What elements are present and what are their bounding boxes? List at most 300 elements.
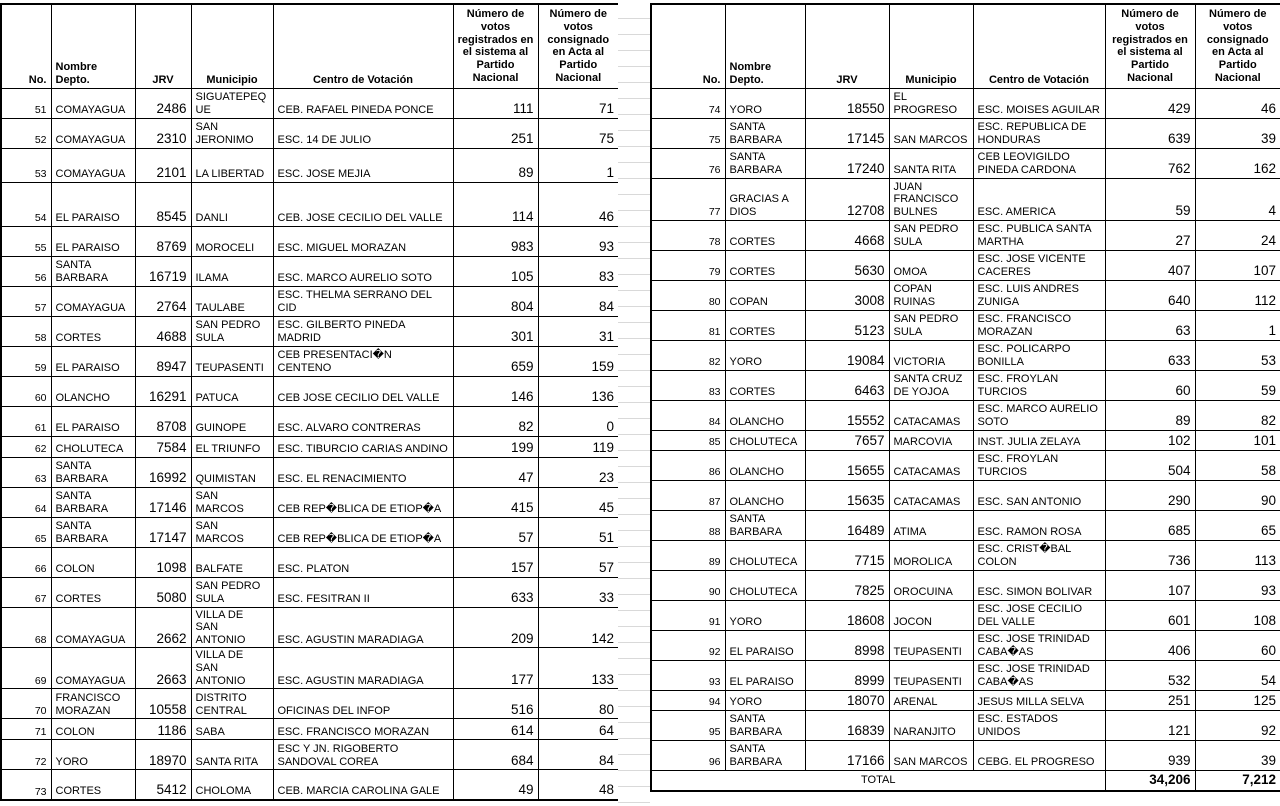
cell-jrv: 17145 — [805, 118, 889, 148]
cell-centro-votacion: ESC. MIGUEL MORAZAN — [273, 226, 453, 256]
cell-departamento: EL PARAISO — [51, 182, 135, 226]
cell-no: 93 — [651, 660, 725, 690]
column-header-jrv: JRV — [805, 4, 889, 88]
cell-municipio: VILLA DE SAN ANTONIO — [191, 648, 273, 689]
table-row — [651, 118, 1280, 148]
cell-votos-registrados: 60 — [1105, 370, 1195, 400]
cell-departamento: YORO — [725, 340, 805, 370]
total-label: TOTAL — [651, 770, 1105, 791]
table-row — [651, 740, 1280, 770]
cell-no: 72 — [1, 740, 51, 770]
cell-votos-registrados: 47 — [453, 457, 538, 487]
cell-votos-registrados: 633 — [1105, 340, 1195, 370]
cell-departamento: SANTA BARBARA — [51, 517, 135, 547]
cell-votos-registrados: 301 — [453, 316, 538, 346]
cell-no: 94 — [651, 690, 725, 710]
cell-municipio: SAN MARCOS — [889, 740, 973, 770]
cell-jrv: 2486 — [135, 88, 191, 118]
column-header-votos-registrados: Número de votos registrados en el sistema al Partido Nacional — [1105, 4, 1195, 88]
table-row — [651, 400, 1280, 430]
cell-municipio: CATACAMAS — [889, 450, 973, 480]
cell-votos-registrados: 983 — [453, 226, 538, 256]
cell-departamento: COMAYAGUA — [51, 88, 135, 118]
cell-no: 59 — [1, 346, 51, 376]
cell-centro-votacion: CEB JOSE CECILIO DEL VALLE — [273, 376, 453, 406]
cell-jrv: 10558 — [135, 689, 191, 719]
cell-votos-acta: 53 — [1195, 340, 1280, 370]
table-row — [651, 570, 1280, 600]
table-row — [1, 376, 619, 406]
cell-votos-acta: 142 — [538, 607, 619, 648]
cell-municipio: SABA — [191, 719, 273, 740]
cell-jrv: 4688 — [135, 316, 191, 346]
cell-municipio: SAN MARCOS — [191, 487, 273, 517]
cell-no: 69 — [1, 648, 51, 689]
cell-departamento: COLON — [51, 719, 135, 740]
total-votos-acta: 7,212 — [1195, 770, 1280, 791]
table-row — [1, 689, 619, 719]
cell-centro-votacion: ESC. FRANCISCO MORAZAN — [973, 310, 1105, 340]
cell-departamento: CHOLUTECA — [725, 540, 805, 570]
cell-municipio: VICTORIA — [889, 340, 973, 370]
cell-centro-votacion: JESUS MILLA SELVA — [973, 690, 1105, 710]
cell-municipio: DANLI — [191, 182, 273, 226]
cell-jrv: 5080 — [135, 577, 191, 607]
cell-jrv: 2663 — [135, 648, 191, 689]
cell-no: 67 — [1, 577, 51, 607]
cell-centro-votacion: ESC. SIMON BOLIVAR — [973, 570, 1105, 600]
cell-jrv: 8998 — [805, 630, 889, 660]
cell-votos-registrados: 89 — [1105, 400, 1195, 430]
cell-votos-registrados: 685 — [1105, 510, 1195, 540]
cell-votos-acta: 159 — [538, 346, 619, 376]
cell-votos-acta: 57 — [538, 547, 619, 577]
cell-centro-votacion: ESC. RAMON ROSA — [973, 510, 1105, 540]
cell-municipio: VILLA DE SAN ANTONIO — [191, 607, 273, 648]
cell-municipio: QUIMISTAN — [191, 457, 273, 487]
cell-centro-votacion: INST. JULIA ZELAYA — [973, 430, 1105, 450]
cell-votos-registrados: 762 — [1105, 148, 1195, 178]
left-table-header — [1, 4, 619, 88]
cell-departamento: SANTA BARBARA — [725, 510, 805, 540]
table-row — [651, 600, 1280, 630]
cell-votos-registrados: 684 — [453, 740, 538, 770]
cell-votos-acta: 0 — [538, 406, 619, 436]
cell-municipio: DISTRITO CENTRAL — [191, 689, 273, 719]
column-header-no: No. — [1, 4, 51, 88]
cell-no: 95 — [651, 710, 725, 740]
table-row — [651, 280, 1280, 310]
cell-municipio: TEUPASENTI — [889, 660, 973, 690]
cell-centro-votacion: ESC. REPUBLICA DE HONDURAS — [973, 118, 1105, 148]
cell-departamento: CORTES — [725, 310, 805, 340]
table-row — [1, 182, 619, 226]
cell-no: 54 — [1, 182, 51, 226]
cell-votos-acta: 84 — [538, 286, 619, 316]
cell-jrv: 16291 — [135, 376, 191, 406]
cell-centro-votacion: ESC. 14 DE JULIO — [273, 118, 453, 148]
cell-departamento: CORTES — [725, 220, 805, 250]
cell-departamento: EL PARAISO — [725, 660, 805, 690]
cell-votos-registrados: 114 — [453, 182, 538, 226]
column-header-votos-acta: Número de votos consignado en Acta al Partido Nacional — [538, 4, 619, 88]
table-row — [651, 480, 1280, 510]
table-row — [651, 690, 1280, 710]
cell-jrv: 5123 — [805, 310, 889, 340]
left-table-body — [1, 88, 619, 800]
cell-departamento: COMAYAGUA — [51, 118, 135, 148]
cell-departamento: YORO — [51, 740, 135, 770]
cell-votos-acta: 71 — [538, 88, 619, 118]
cell-votos-acta: 46 — [538, 182, 619, 226]
cell-votos-registrados: 601 — [1105, 600, 1195, 630]
total-votos-registrados: 34,206 — [1105, 770, 1195, 791]
cell-votos-registrados: 105 — [453, 256, 538, 286]
cell-jrv: 16839 — [805, 710, 889, 740]
cell-votos-registrados: 177 — [453, 648, 538, 689]
table-row — [651, 88, 1280, 118]
cell-jrv: 16489 — [805, 510, 889, 540]
cell-jrv: 15552 — [805, 400, 889, 430]
table-row — [651, 510, 1280, 540]
cell-votos-registrados: 504 — [1105, 450, 1195, 480]
cell-votos-registrados: 111 — [453, 88, 538, 118]
table-row — [1, 226, 619, 256]
table-row — [651, 450, 1280, 480]
cell-jrv: 1098 — [135, 547, 191, 577]
grid-continuation — [0, 801, 618, 806]
cell-no: 83 — [651, 370, 725, 400]
cell-votos-acta: 46 — [1195, 88, 1280, 118]
cell-no: 53 — [1, 148, 51, 182]
cell-municipio: SAN PEDRO SULA — [889, 220, 973, 250]
cell-votos-registrados: 63 — [1105, 310, 1195, 340]
cell-centro-votacion: ESC. EL RENACIMIENTO — [273, 457, 453, 487]
table-row — [1, 256, 619, 286]
cell-departamento: OLANCHO — [725, 400, 805, 430]
cell-centro-votacion: ESC. GILBERTO PINEDA MADRID — [273, 316, 453, 346]
cell-votos-acta: 1 — [1195, 310, 1280, 340]
cell-jrv: 15655 — [805, 450, 889, 480]
table-row — [1, 547, 619, 577]
cell-centro-votacion: CEB LEOVIGILDO PINEDA CARDONA — [973, 148, 1105, 178]
table-row — [1, 770, 619, 800]
cell-no: 55 — [1, 226, 51, 256]
column-header-votos-registrados: Número de votos registrados en el sistema al Partido Nacional — [453, 4, 538, 88]
cell-centro-votacion: ESC. AMERICA — [973, 178, 1105, 220]
cell-votos-acta: 51 — [538, 517, 619, 547]
right-table-body — [651, 88, 1280, 770]
cell-municipio: EL TRIUNFO — [191, 436, 273, 457]
cell-centro-votacion: CEB. JOSE CECILIO DEL VALLE — [273, 182, 453, 226]
cell-departamento: OLANCHO — [51, 376, 135, 406]
cell-jrv: 2764 — [135, 286, 191, 316]
cell-votos-registrados: 57 — [453, 517, 538, 547]
cell-jrv: 7715 — [805, 540, 889, 570]
cell-jrv: 15635 — [805, 480, 889, 510]
cell-no: 89 — [651, 540, 725, 570]
table-row — [651, 660, 1280, 690]
cell-departamento: SANTA BARBARA — [51, 457, 135, 487]
cell-municipio: SIGUATEPEQUE — [191, 88, 273, 118]
cell-centro-votacion: ESC. MARCO AURELIO SOTO — [973, 400, 1105, 430]
column-header-votos-acta: Número de votos consignado en Acta al Partido Nacional — [1195, 4, 1280, 88]
cell-votos-acta: 45 — [538, 487, 619, 517]
cell-jrv: 16992 — [135, 457, 191, 487]
cell-jrv: 8708 — [135, 406, 191, 436]
column-header-municipio: Municipio — [889, 4, 973, 88]
cell-municipio: OMOA — [889, 250, 973, 280]
cell-votos-acta: 133 — [538, 648, 619, 689]
cell-jrv: 18550 — [805, 88, 889, 118]
cell-centro-votacion: ESC. AGUSTIN MARADIAGA — [273, 648, 453, 689]
cell-votos-acta: 31 — [538, 316, 619, 346]
cell-departamento: CHOLUTECA — [725, 430, 805, 450]
cell-votos-acta: 112 — [1195, 280, 1280, 310]
cell-votos-registrados: 121 — [1105, 710, 1195, 740]
cell-votos-registrados: 290 — [1105, 480, 1195, 510]
cell-centro-votacion: ESC. FRANCISCO MORAZAN — [273, 719, 453, 740]
cell-votos-registrados: 659 — [453, 346, 538, 376]
cell-votos-registrados: 804 — [453, 286, 538, 316]
cell-votos-acta: 54 — [1195, 660, 1280, 690]
cell-municipio: SANTA RITA — [191, 740, 273, 770]
cell-votos-registrados: 939 — [1105, 740, 1195, 770]
table-row — [651, 370, 1280, 400]
column-gutter — [618, 3, 650, 803]
cell-centro-votacion: ESC. JOSE MEJIA — [273, 148, 453, 182]
table-row — [1, 457, 619, 487]
cell-municipio: ILAMA — [191, 256, 273, 286]
cell-jrv: 16719 — [135, 256, 191, 286]
cell-no: 57 — [1, 286, 51, 316]
cell-votos-acta: 82 — [1195, 400, 1280, 430]
cell-centro-votacion: CEBG. EL PROGRESO — [973, 740, 1105, 770]
cell-municipio: SAN MARCOS — [191, 517, 273, 547]
cell-departamento: CORTES — [51, 316, 135, 346]
column-header-no: No. — [651, 4, 725, 88]
cell-departamento: COMAYAGUA — [51, 286, 135, 316]
cell-no: 65 — [1, 517, 51, 547]
cell-departamento: CORTES — [725, 370, 805, 400]
cell-votos-registrados: 146 — [453, 376, 538, 406]
table-row — [651, 178, 1280, 220]
table-row — [651, 148, 1280, 178]
cell-no: 74 — [651, 88, 725, 118]
cell-jrv: 6463 — [805, 370, 889, 400]
cell-municipio: COPAN RUINAS — [889, 280, 973, 310]
cell-departamento: EL PARAISO — [725, 630, 805, 660]
cell-votos-acta: 33 — [538, 577, 619, 607]
cell-votos-registrados: 49 — [453, 770, 538, 800]
cell-departamento: OLANCHO — [725, 480, 805, 510]
cell-votos-registrados: 406 — [1105, 630, 1195, 660]
cell-votos-acta: 136 — [538, 376, 619, 406]
cell-centro-votacion: CEB REP�BLICA DE ETIOP�A — [273, 517, 453, 547]
table-row — [651, 630, 1280, 660]
cell-departamento: SANTA BARBARA — [725, 740, 805, 770]
cell-centro-votacion: ESC. TIBURCIO CARIAS ANDINO — [273, 436, 453, 457]
cell-departamento: COLON — [51, 547, 135, 577]
cell-no: 64 — [1, 487, 51, 517]
cell-votos-registrados: 736 — [1105, 540, 1195, 570]
cell-departamento: CORTES — [51, 577, 135, 607]
cell-no: 88 — [651, 510, 725, 540]
cell-departamento: CORTES — [51, 770, 135, 800]
table-row — [651, 250, 1280, 280]
cell-votos-acta: 90 — [1195, 480, 1280, 510]
cell-votos-acta: 119 — [538, 436, 619, 457]
cell-votos-acta: 48 — [538, 770, 619, 800]
cell-jrv: 7584 — [135, 436, 191, 457]
cell-municipio: TEUPASENTI — [889, 630, 973, 660]
cell-departamento: SANTA BARBARA — [725, 118, 805, 148]
cell-votos-acta: 80 — [538, 689, 619, 719]
cell-votos-acta: 24 — [1195, 220, 1280, 250]
cell-centro-votacion: CEB. MARCIA CAROLINA GALE — [273, 770, 453, 800]
cell-votos-registrados: 614 — [453, 719, 538, 740]
cell-municipio: TAULABE — [191, 286, 273, 316]
cell-votos-registrados: 59 — [1105, 178, 1195, 220]
cell-votos-acta: 92 — [1195, 710, 1280, 740]
cell-no: 79 — [651, 250, 725, 280]
cell-jrv: 8545 — [135, 182, 191, 226]
cell-no: 87 — [651, 480, 725, 510]
cell-municipio: PATUCA — [191, 376, 273, 406]
cell-votos-registrados: 639 — [1105, 118, 1195, 148]
cell-centro-votacion: ESC. LUIS ANDRES ZUNIGA — [973, 280, 1105, 310]
cell-votos-registrados: 209 — [453, 607, 538, 648]
cell-municipio: GUINOPE — [191, 406, 273, 436]
cell-votos-registrados: 633 — [453, 577, 538, 607]
cell-departamento: CORTES — [725, 250, 805, 280]
column-header-centro-votacion: Centro de Votación — [973, 4, 1105, 88]
results-table-right — [650, 3, 1280, 792]
cell-centro-votacion: ESC. FESITRAN II — [273, 577, 453, 607]
cell-centro-votacion: ESC. PUBLICA SANTA MARTHA — [973, 220, 1105, 250]
cell-votos-acta: 23 — [538, 457, 619, 487]
cell-no: 81 — [651, 310, 725, 340]
table-row — [1, 148, 619, 182]
cell-votos-acta: 60 — [1195, 630, 1280, 660]
table-row — [1, 740, 619, 770]
table-row — [651, 540, 1280, 570]
table-row — [651, 430, 1280, 450]
cell-jrv: 8947 — [135, 346, 191, 376]
cell-centro-votacion: ESC. JOSE CECILIO DEL VALLE — [973, 600, 1105, 630]
table-row — [1, 118, 619, 148]
cell-departamento: EL PARAISO — [51, 346, 135, 376]
cell-no: 73 — [1, 770, 51, 800]
cell-no: 96 — [651, 740, 725, 770]
cell-municipio: ARENAL — [889, 690, 973, 710]
cell-votos-acta: 162 — [1195, 148, 1280, 178]
cell-departamento: COMAYAGUA — [51, 148, 135, 182]
column-header-municipio: Municipio — [191, 4, 273, 88]
cell-jrv: 5630 — [805, 250, 889, 280]
cell-no: 51 — [1, 88, 51, 118]
table-row — [651, 710, 1280, 740]
cell-no: 52 — [1, 118, 51, 148]
table-row — [651, 340, 1280, 370]
cell-departamento: SANTA BARBARA — [51, 487, 135, 517]
cell-no: 76 — [651, 148, 725, 178]
table-row — [1, 517, 619, 547]
cell-municipio: LA LIBERTAD — [191, 148, 273, 182]
cell-jrv: 7657 — [805, 430, 889, 450]
cell-votos-registrados: 251 — [1105, 690, 1195, 710]
table-row — [1, 346, 619, 376]
cell-no: 61 — [1, 406, 51, 436]
cell-jrv: 1186 — [135, 719, 191, 740]
cell-municipio: ATIMA — [889, 510, 973, 540]
cell-no: 70 — [1, 689, 51, 719]
cell-municipio: SAN PEDRO SULA — [889, 310, 973, 340]
cell-centro-votacion: ESC. SAN ANTONIO — [973, 480, 1105, 510]
cell-no: 86 — [651, 450, 725, 480]
cell-votos-acta: 101 — [1195, 430, 1280, 450]
cell-departamento: CHOLUTECA — [725, 570, 805, 600]
cell-centro-votacion: ESC Y JN. RIGOBERTO SANDOVAL COREA — [273, 740, 453, 770]
cell-votos-acta: 75 — [538, 118, 619, 148]
cell-departamento: YORO — [725, 690, 805, 710]
cell-centro-votacion: ESC. ESTADOS UNIDOS — [973, 710, 1105, 740]
cell-jrv: 18608 — [805, 600, 889, 630]
cell-votos-registrados: 199 — [453, 436, 538, 457]
cell-jrv: 17146 — [135, 487, 191, 517]
cell-votos-registrados: 640 — [1105, 280, 1195, 310]
cell-votos-acta: 58 — [1195, 450, 1280, 480]
cell-no: 68 — [1, 607, 51, 648]
column-header-centro-votacion: Centro de Votación — [273, 4, 453, 88]
cell-municipio: CATACAMAS — [889, 480, 973, 510]
table-row — [1, 406, 619, 436]
total-row — [651, 770, 1280, 791]
cell-jrv: 12708 — [805, 178, 889, 220]
cell-votos-acta: 65 — [1195, 510, 1280, 540]
cell-jrv: 3008 — [805, 280, 889, 310]
cell-no: 85 — [651, 430, 725, 450]
cell-votos-registrados: 415 — [453, 487, 538, 517]
cell-municipio: MOROCELI — [191, 226, 273, 256]
cell-votos-registrados: 429 — [1105, 88, 1195, 118]
cell-centro-votacion: OFICINAS DEL INFOP — [273, 689, 453, 719]
cell-votos-registrados: 89 — [453, 148, 538, 182]
cell-centro-votacion: CEB REP�BLICA DE ETIOP�A — [273, 487, 453, 517]
cell-municipio: EL PROGRESO — [889, 88, 973, 118]
cell-no: 60 — [1, 376, 51, 406]
cell-centro-votacion: ESC. JOSE VICENTE CACERES — [973, 250, 1105, 280]
cell-centro-votacion: ESC. ALVARO CONTRERAS — [273, 406, 453, 436]
cell-no: 77 — [651, 178, 725, 220]
cell-municipio: NARANJITO — [889, 710, 973, 740]
cell-municipio: SANTA CRUZ DE YOJOA — [889, 370, 973, 400]
cell-centro-votacion: ESC. POLICARPO BONILLA — [973, 340, 1105, 370]
cell-no: 66 — [1, 547, 51, 577]
cell-jrv: 17166 — [805, 740, 889, 770]
cell-votos-registrados: 102 — [1105, 430, 1195, 450]
cell-centro-votacion: ESC. PLATON — [273, 547, 453, 577]
cell-departamento: FRANCISCO MORAZAN — [51, 689, 135, 719]
cell-votos-registrados: 516 — [453, 689, 538, 719]
cell-jrv: 4668 — [805, 220, 889, 250]
cell-no: 82 — [651, 340, 725, 370]
cell-votos-acta: 108 — [1195, 600, 1280, 630]
cell-votos-registrados: 82 — [453, 406, 538, 436]
table-row — [1, 286, 619, 316]
cell-votos-acta: 83 — [538, 256, 619, 286]
cell-departamento: COPAN — [725, 280, 805, 310]
